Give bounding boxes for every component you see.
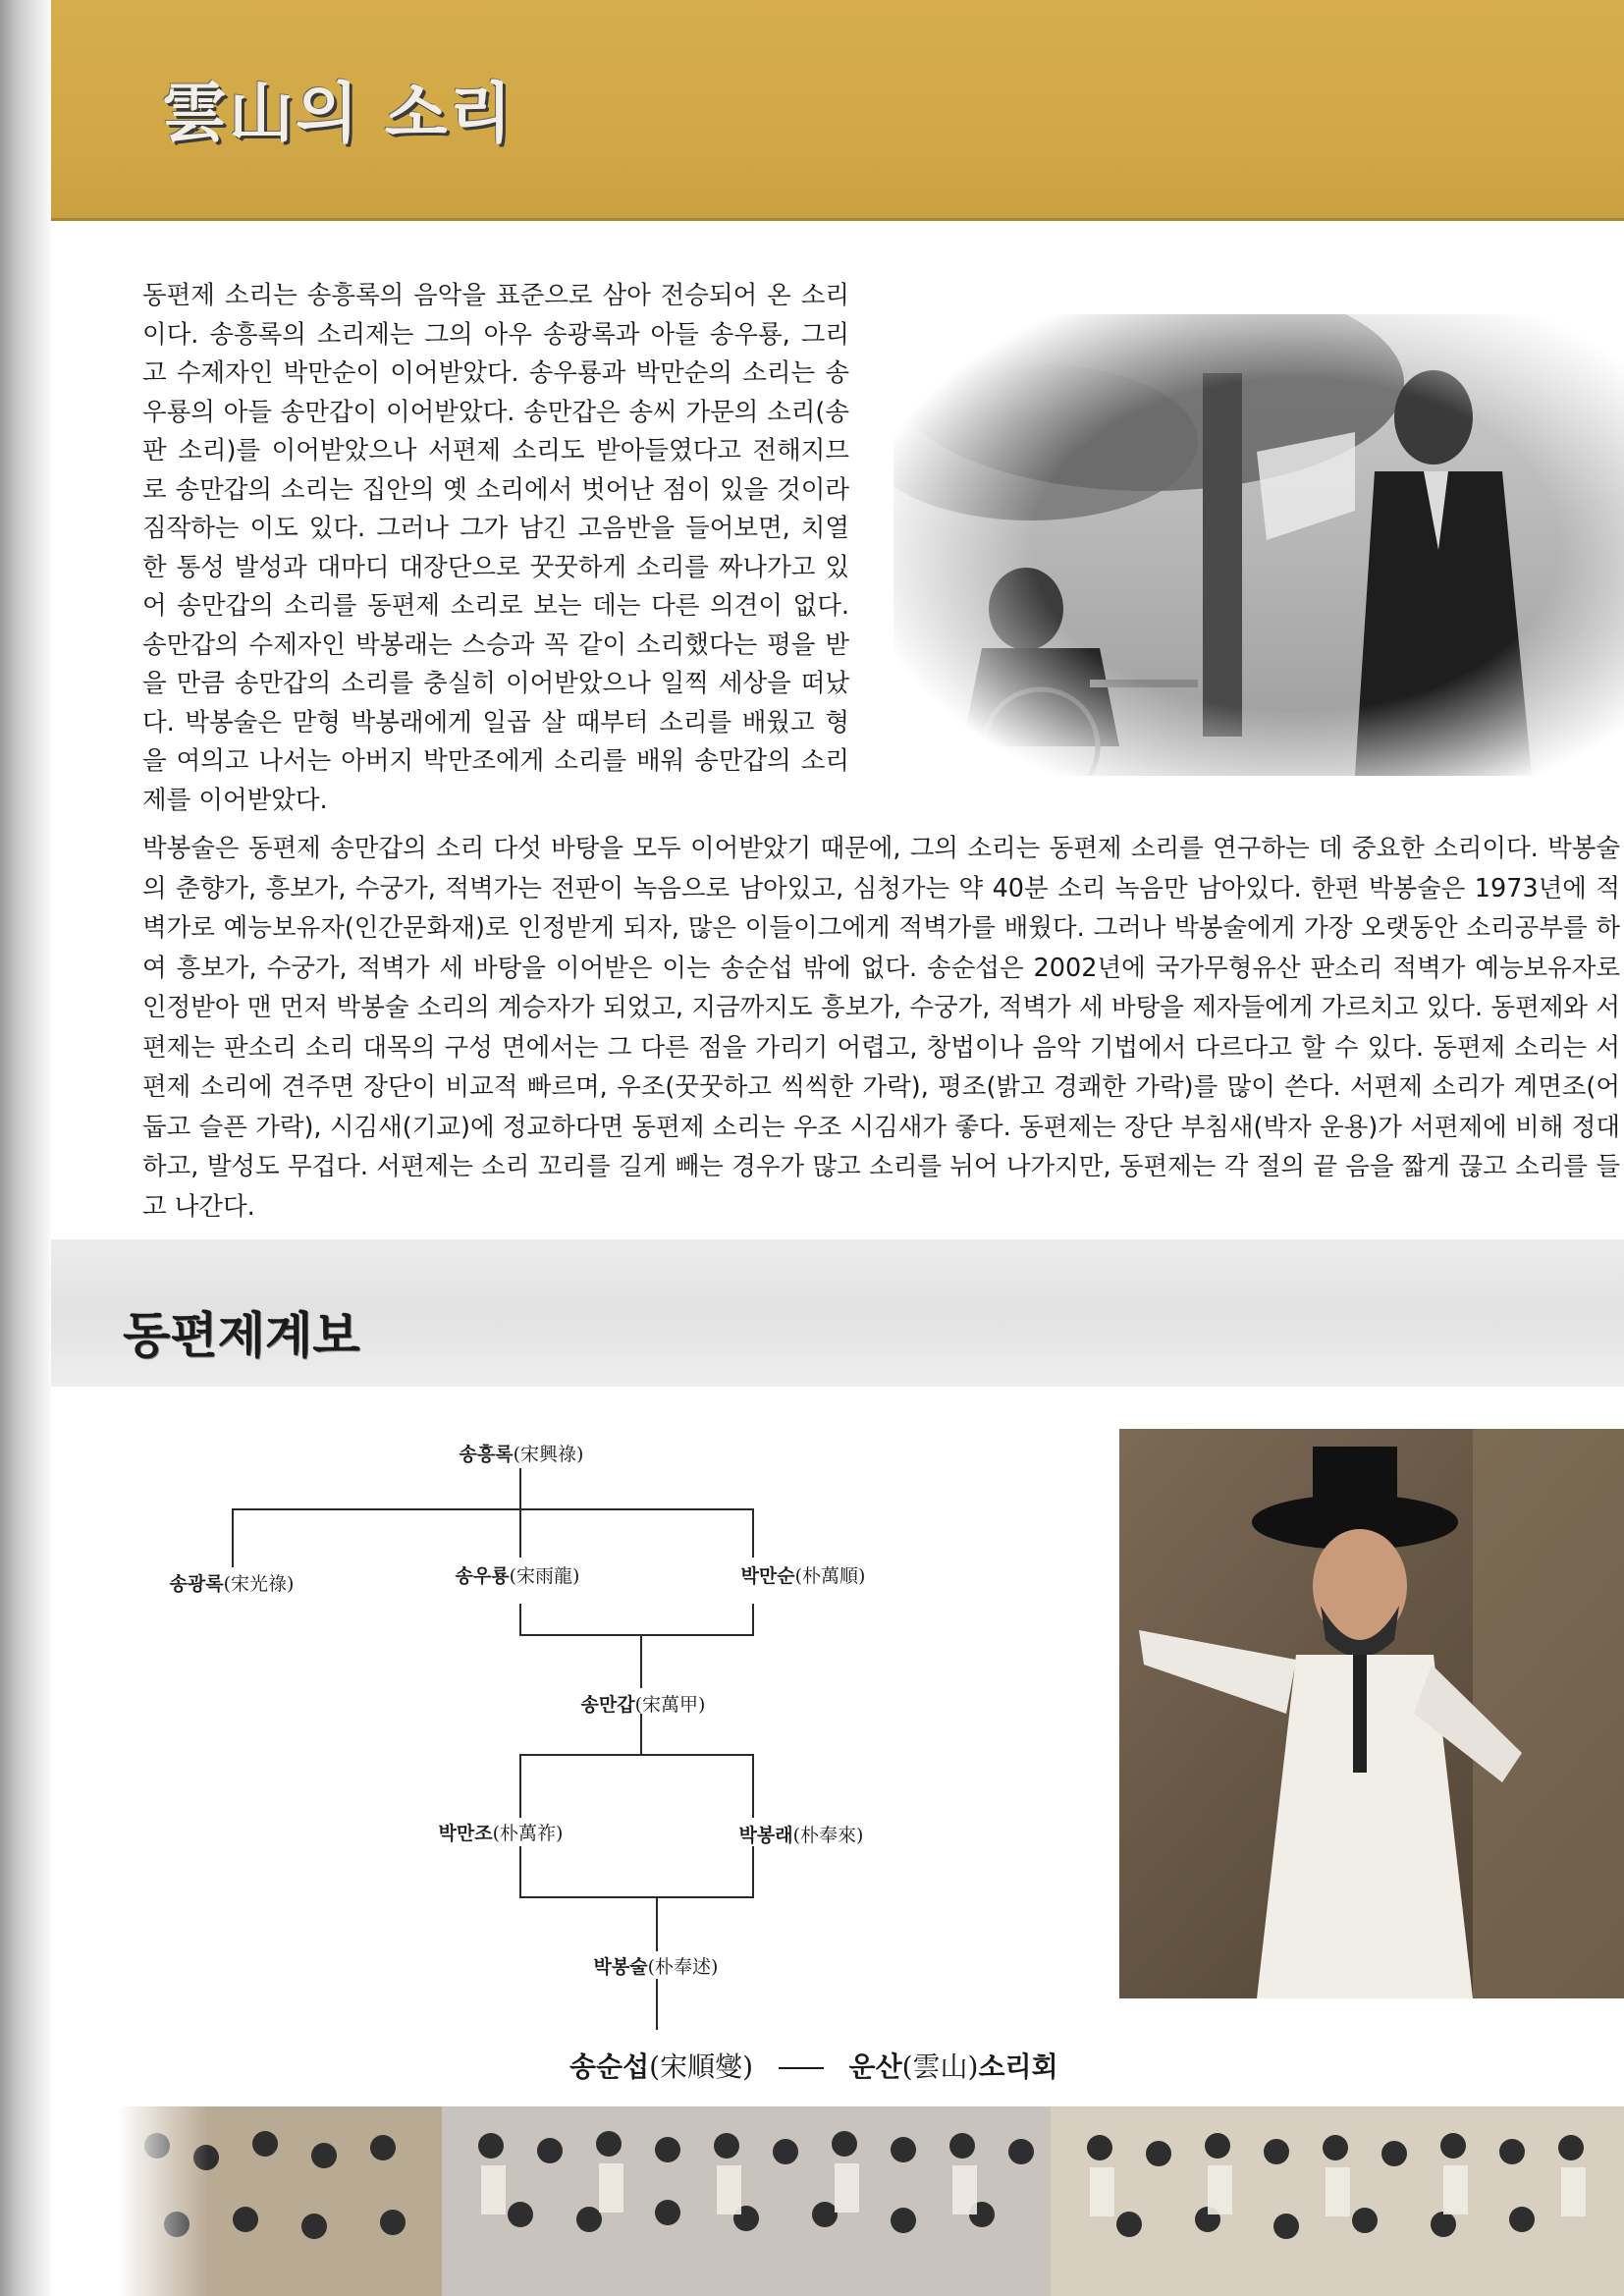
dash-connector	[779, 2067, 824, 2069]
node-park-mansun	[741, 1561, 866, 1588]
node-hanja: (朴奉來)	[792, 1825, 864, 1846]
tree-line	[232, 1508, 754, 1510]
node-name: 박봉래	[738, 1825, 793, 1846]
node-hanja: (朴萬祚)	[492, 1823, 564, 1844]
tree-line	[519, 1754, 521, 1818]
node-hanja: (宋萬甲)	[634, 1694, 706, 1716]
node-song-uryong	[456, 1561, 580, 1588]
historical-photo-two-men	[893, 314, 1624, 776]
successor-hanja: (宋順燮)	[649, 2050, 754, 2083]
performer-photo	[1119, 1429, 1624, 1998]
tree-line	[519, 1754, 754, 1756]
node-name: 송흥록	[459, 1444, 514, 1465]
tree-line	[232, 1508, 234, 1567]
tree-line	[752, 1754, 754, 1818]
node-name: 송우룡	[455, 1565, 510, 1587]
node-hanja: (朴奉述)	[647, 1956, 719, 1978]
book-spine-shadow	[0, 0, 51, 2296]
node-hanja: (宋光祿)	[223, 1573, 295, 1595]
society-hanja: (雲山)	[901, 2050, 979, 2083]
genealogy-title: 동편제계보	[123, 1307, 360, 1364]
tree-line	[640, 1634, 642, 1688]
group-photo-strip	[118, 2106, 1624, 2296]
successor-name: 송순섭	[569, 2050, 650, 2083]
tree-line	[752, 1846, 754, 1897]
tree-line	[640, 1714, 642, 1755]
tree-line	[519, 1634, 754, 1636]
tree-line	[519, 1508, 521, 1558]
node-park-bongrae	[739, 1821, 864, 1847]
node-song-mangap	[581, 1690, 706, 1717]
page-title: 雲山의 소리	[162, 76, 514, 151]
node-hanja: (朴萬順)	[794, 1565, 866, 1587]
tree-line	[752, 1604, 754, 1635]
society-name: 운산	[848, 2050, 902, 2083]
node-park-manjo	[439, 1819, 564, 1845]
body-paragraph: 박봉술은 동편제 송만갑의 소리 다섯 바탕을 모두 이어받았기 때문에, 그의 소리는 동편제 소리를 연구하는 데 중요한 소리이다. 박봉술의 춘향가, 흥보가, 수궁가, 적벽가는 전판이 녹음으로 남아있고, 심청가는 약 40분 소리 녹음만 남아있다. 한편 박봉술은 1973년에 적벽가로 예능보유자(인간문화재)로 인정받게 되자, 많은 이들이그에게 적벽가를 배웠다. 그러나 박봉술에게 가장 오랫동안 소리공부를 하여 흥보가, 수궁가, 적벽가 세 바탕을 이어받은 이는 송순섭 밖에 없다. 송순섭은 2002년에 국가무형유산 판소리 적벽가 예능보유자로 인정받아 맨 먼저 박봉술 소리의 계승자가 되었고, 지금까지도 흥보가, 수궁가, 적벽가 세 바탕을 제자들에게 가르치고 있다. 동편제와 서편제는 판소리 소리 대목의 구성 면에서는 그 다른 점을 가리기 어렵고, 창법이나 음악 기법에서 다르다고 할 수 있다. 동편제 소리는 서편제 소리에 견주면 장단이 비교적 빠르며, 우조(꿋꿋하고 씩씩한 가락), 평조(밝고 경쾌한 가락)를 많이 쓴다. 서편제 소리가 계면조(어둡고 슬픈 가락), 시김새(기교)에 정교하다면 동편제 소리는 우조 시김새가 좋다. 동편제는 장단 부침새(박자 운용)가 서편제에 비해 정대하고, 발성도 무겁다. 서편제는 소리 꼬리를 길게 빼는 경우가 많고 소리를 뉘어 나가지만, 동편제는 각 절의 끝 음을 짧게 끊고 소리를 들고 나간다.	[142, 834, 1620, 1222]
intro-paragraph: 동편제 소리는 송흥록의 음악을 표준으로 삼아 전승되어 온 소리이다. 송흥록의 소리제는 그의 아우 송광록과 아들 송우룡, 그리고 수제자인 박만순이 이어받았다. 송우룡과 박만순의 소리는 송우룡의 아들 송만갑이 이어받았다. 송만갑은 송씨 가문의 소리(송판 소리)를 이어받았으나 서편제 소리도 받아들였다고 전해지므로 송만갑의 소리는 집안의 옛 소리에서 벗어난 점이 있을 것이라 짐작하는 이도 있다. 그러나 그가 남긴 고음반을 들어보면, 치열한 통성 발성과 대마디 대장단으로 꿋꿋하게 소리를 짜나가고 있어 송만갑의 소리를 동편제 소리로 보는 데는 다른 의견이 없다. 송만갑의 수제자인 박봉래는 스승과 꼭 같이 소리했다는 평을 받을 만큼 송만갑의 소리를 충실히 이어받았으나 일찍 세상을 떠났다. 박봉술은 맏형 박봉래에게 일곱 살 때부터 소리를 배웠고 형을 여의고 나서는 아버지 박만조에게 소리를 배워 송만갑의 소리제를 이어받았다.	[142, 281, 849, 815]
node-name: 박만순	[740, 1565, 795, 1587]
node-name: 송만갑	[580, 1694, 635, 1716]
tree-line	[519, 1846, 521, 1897]
node-song-gwangrok	[170, 1569, 295, 1596]
node-park-bongsul	[594, 1952, 719, 1979]
node-name: 박만조	[438, 1823, 493, 1844]
society-suffix: 소리회	[978, 2050, 1058, 2083]
node-name: 박봉술	[593, 1956, 648, 1978]
tree-line	[656, 1979, 658, 2030]
tree-line	[519, 1604, 521, 1635]
successor-line	[569, 2046, 1058, 2085]
node-hanja: (宋興祿)	[513, 1444, 584, 1465]
node-hanja: (宋雨龍)	[509, 1565, 580, 1587]
tree-line	[656, 1896, 658, 1951]
node-song-heungrok	[460, 1440, 584, 1466]
tree-line	[519, 1468, 521, 1509]
tree-line	[752, 1508, 754, 1558]
node-name: 송광록	[169, 1573, 224, 1595]
tree-line	[519, 1896, 754, 1898]
